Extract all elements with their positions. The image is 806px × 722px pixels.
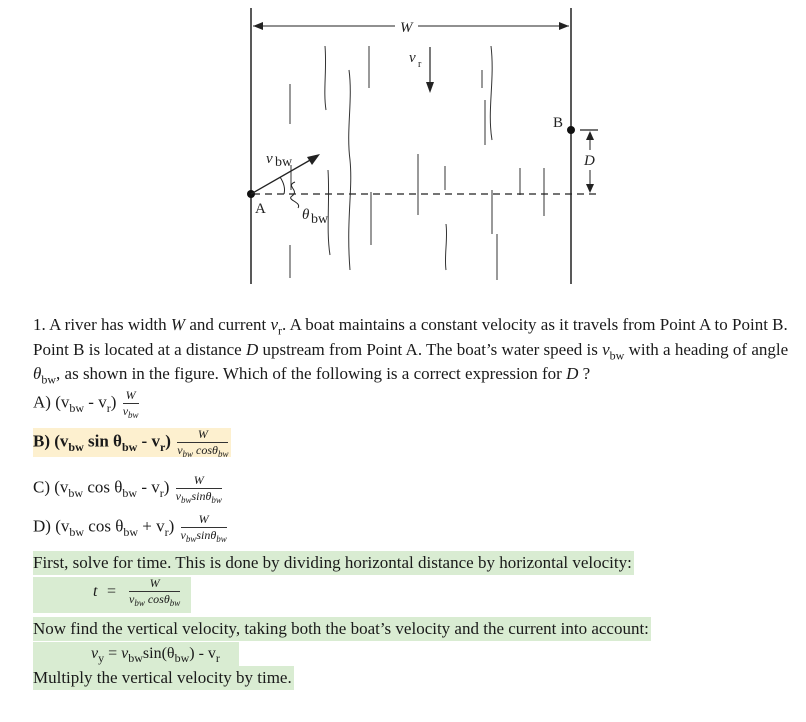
point-b: [567, 126, 575, 134]
distance-arrow-top: [586, 131, 594, 140]
option-b[interactable]: B) ($v_{bw}$ $\sin \theta_{bw} - v_r$) $\frac{W}{v_{bw} \cos\theta_{bw}}$: [33, 428, 231, 457]
option-c-fraction: $\frac{W}{v_{bw}\sin\theta_{bw}}$: [175, 473, 222, 505]
velocity-label-sub: bw: [275, 155, 293, 170]
current-arrow-head: [426, 82, 434, 93]
current-label: v: [409, 50, 416, 66]
width-arrow-right-head: [559, 22, 569, 30]
option-d[interactable]: D) ($v_{bw}$ $\cos \theta_{bw} + v_r$) $\frac{W}{v_{bw}\sin\theta_{bw}}$: [33, 512, 227, 544]
angle-label-sub: bw: [311, 212, 329, 227]
question-text: 1. A river has width W and current $v_r$. A boat maintains a constant velocity as it travels from Point A to Point B. Point B is located at a distance D upstream from Point A. The boat’s water speed is $v_{bw}$ with a heading of angle $\theta_{bw}$, as shown in the figure. Which of the following is a correct expression for D ?: [33, 315, 789, 387]
time-fraction: W $v_{bw}$ cosθ$_{bw}$: [129, 576, 181, 608]
width-arrow-left-head: [253, 22, 263, 30]
angle-label: θ: [302, 207, 310, 223]
equation-vertical-velocity: $v_y = v_{bw}\sin(\theta_{bw}) - v_r$: [33, 642, 239, 666]
option-a[interactable]: A) $(v_{bw} - v_r)$ $\frac{W}{v_{bw}}$: [33, 388, 139, 420]
option-d-fraction: $\frac{W}{v_{bw}\sin\theta_{bw}}$: [180, 512, 227, 544]
river-diagram: [0, 0, 806, 300]
current-label-sub: r: [418, 59, 422, 70]
option-c[interactable]: C) ($v_{bw}$ $\cos \theta_{bw} - v_r$) $\frac{W}{v_{bw}\sin\theta_{bw}}$: [33, 473, 222, 505]
solution-step-1: First, solve for time. This is done by dividing horizontal distance by horizontal velocity:: [33, 551, 634, 575]
option-a-fraction: $\frac{W}{v_{bw}}$: [122, 388, 139, 420]
angle-arc: [280, 177, 285, 194]
point-a-label: A: [255, 201, 266, 217]
distance-arrow-bottom: [586, 184, 594, 193]
solution-step-2: Now find the vertical velocity, taking both the boat’s velocity and the current into account:: [33, 617, 651, 641]
equation-time: t = W $v_{bw}$ cosθ$_{bw}$: [33, 577, 191, 613]
current-streaks: [290, 46, 544, 280]
velocity-label: v: [266, 151, 273, 167]
solution-step-3: Multiply the vertical velocity by time.: [33, 666, 294, 690]
distance-label: D: [584, 153, 595, 169]
point-b-label: B: [553, 115, 564, 131]
velocity-arrow-head: [307, 154, 320, 165]
width-label: W: [400, 20, 413, 36]
option-b-fraction: $\frac{W}{v_{bw} \cos\theta_{bw}}$: [177, 427, 229, 459]
